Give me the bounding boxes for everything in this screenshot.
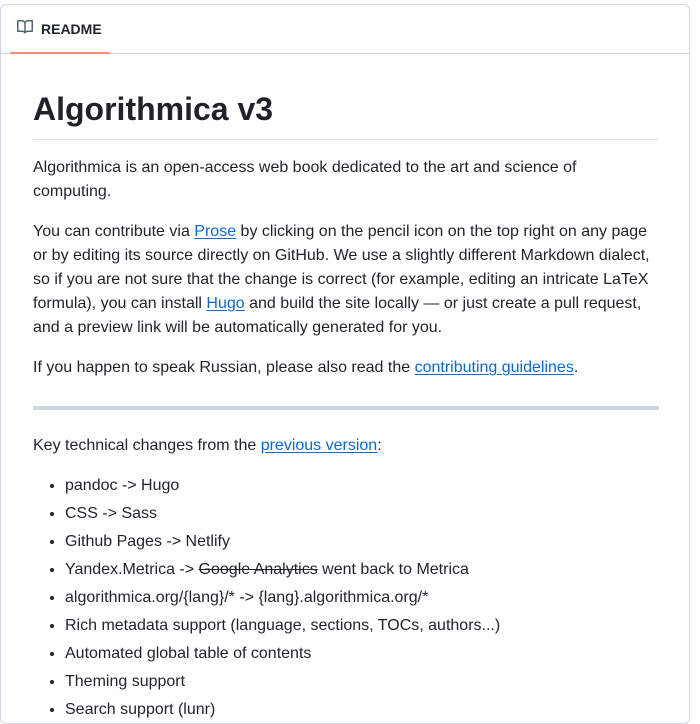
list-item: • Search support (lunr): [65, 698, 659, 722]
text: Key technical changes from the: [33, 437, 261, 454]
text: and build the site locally — or just create a pull request, and a preview link will be automatically generated for you.: [33, 295, 642, 336]
contributing-guidelines-link[interactable]: contributing guidelines: [414, 359, 574, 376]
page-title: Algorithmica v3: [33, 53, 659, 140]
readme-body: [33, 53, 659, 722]
tab-readme[interactable]: [9, 5, 110, 53]
changes-intro: [33, 434, 659, 458]
tab-label: README: [41, 21, 102, 37]
text: by clicking on the pencil icon on the top right on any page or by editing its source directly on GitHub. We use a slightly different Markdown dialect, so if you are not sure that the change is correct (for example, editing an intricate LaTeX formula), you can install: [33, 223, 650, 312]
text: If you happen to speak Russian, please also read the: [33, 359, 415, 376]
readme-card: [0, 4, 690, 724]
intro-paragraph: Algorithmica is an open-access web book dedicated to the art and science of computing.: [33, 159, 577, 200]
hugo-link[interactable]: Hugo: [206, 295, 245, 312]
changes-list: [33, 474, 659, 722]
contribute-paragraph: [33, 220, 659, 340]
book-icon: [17, 19, 33, 40]
list-item: • Automated global table of contents: [65, 642, 659, 666]
text: :: [377, 437, 382, 454]
divider: [33, 406, 659, 410]
text: went back to Metrica: [317, 561, 469, 578]
list-item: • algorithmica.org/{lang}/* -> {lang}.algorithmica.org/*: [65, 586, 659, 610]
text: .: [573, 359, 579, 376]
list-item: • CSS -> Sass: [65, 502, 659, 526]
strikethrough-text: Google Analytics: [198, 561, 318, 578]
list-item: [65, 558, 659, 582]
text: Yandex.Metrica ->: [65, 561, 199, 578]
list-item: • Rich metadata support (language, sections, TOCs, authors...): [65, 614, 659, 638]
readme-header: [1, 5, 689, 54]
list-item: • Theming support: [65, 670, 659, 694]
text: You can contribute via: [33, 223, 195, 240]
previous-version-link[interactable]: previous version: [260, 437, 378, 454]
russian-paragraph: [33, 356, 659, 380]
list-item: • pandoc -> Hugo: [65, 474, 659, 498]
list-item: • Github Pages -> Netlify: [65, 530, 659, 554]
prose-link[interactable]: Prose: [194, 223, 237, 240]
